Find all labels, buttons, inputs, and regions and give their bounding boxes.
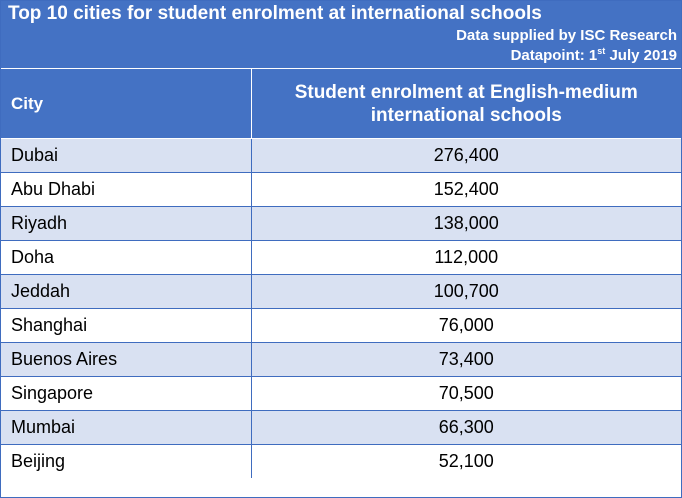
page-title: Top 10 cities for student enrolment at international schools — [8, 3, 542, 24]
column-header-city: City — [1, 69, 251, 139]
city-cell: Riyadh — [1, 207, 251, 241]
city-cell: Mumbai — [1, 411, 251, 445]
table-row — [1, 343, 681, 377]
table-row — [1, 241, 681, 275]
enrolment-cell: 66,300 — [251, 411, 681, 445]
enrolment-table — [1, 69, 681, 478]
city-cell: Doha — [1, 241, 251, 275]
table-header-row — [1, 69, 681, 139]
enrolment-cell: 112,000 — [251, 241, 681, 275]
enrolment-cell: 100,700 — [251, 275, 681, 309]
city-cell: Beijing — [1, 445, 251, 479]
table-header-banner — [1, 1, 681, 69]
datapoint-prefix: Datapoint: 1 — [510, 47, 598, 64]
table-row — [1, 445, 681, 479]
data-source-note: Data supplied by ISC Research — [456, 27, 677, 44]
table-row — [1, 377, 681, 411]
datapoint-suffix: July 2019 — [605, 47, 677, 64]
enrolment-cell: 276,400 — [251, 139, 681, 173]
city-cell: Shanghai — [1, 309, 251, 343]
enrolment-cell: 73,400 — [251, 343, 681, 377]
enrolment-cell: 52,100 — [251, 445, 681, 479]
city-cell: Buenos Aires — [1, 343, 251, 377]
table-row — [1, 411, 681, 445]
column-header-enrolment: Student enrolment at English-medium international schools — [251, 69, 681, 139]
city-cell: Abu Dhabi — [1, 173, 251, 207]
city-cell: Jeddah — [1, 275, 251, 309]
table-row — [1, 139, 681, 173]
enrolment-cell: 138,000 — [251, 207, 681, 241]
city-cell: Dubai — [1, 139, 251, 173]
city-cell: Singapore — [1, 377, 251, 411]
table-row — [1, 207, 681, 241]
enrolment-cell: 76,000 — [251, 309, 681, 343]
enrolment-cell: 152,400 — [251, 173, 681, 207]
table-row — [1, 275, 681, 309]
table-row — [1, 309, 681, 343]
datapoint-ordinal: st — [597, 46, 606, 56]
table-row — [1, 173, 681, 207]
enrolment-cell: 70,500 — [251, 377, 681, 411]
datapoint-note — [511, 46, 677, 64]
